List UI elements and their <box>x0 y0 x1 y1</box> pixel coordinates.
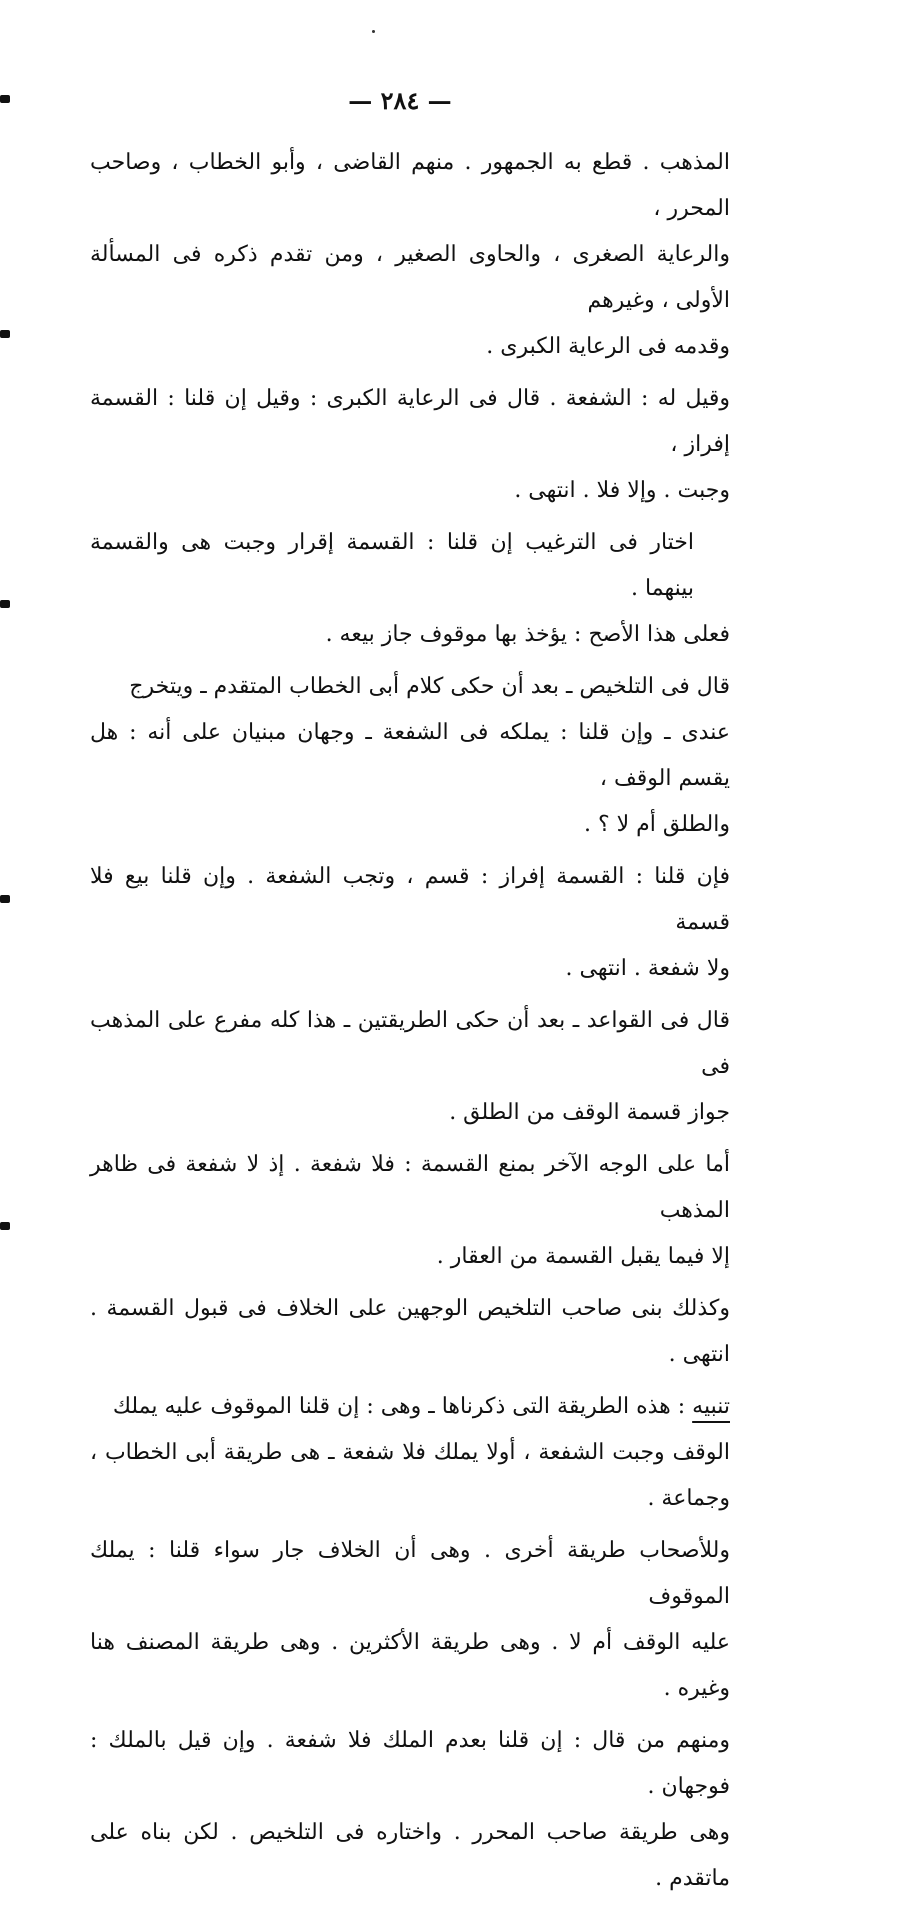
paragraph <box>90 520 730 658</box>
text-line: ولا شفعة . انتهى . <box>565 956 730 981</box>
tanbih-label: تنبيه <box>692 1394 730 1419</box>
text-line: والرعاية الصغرى ، والحاوى الصغير ، ومن تقدم ذكره فى المسألة الأولى ، وغيرهم <box>90 242 730 313</box>
paragraph <box>90 998 730 1136</box>
tanbih-text: : هذه الطريقة التى ذكرناها ـ وهى : إن قلنا الموقوف عليه يملك <box>112 1394 686 1419</box>
body-text <box>90 140 730 1908</box>
paragraph <box>90 376 730 514</box>
speck-mark <box>372 30 375 33</box>
text-line: فعلى هذا الأصح : يؤخذ بها موقوف جاز بيعه . <box>325 622 730 647</box>
text-line: وجبت . وإلا فلا . انتهى . <box>514 478 730 503</box>
paragraph <box>90 1384 730 1522</box>
text-line: عليه الوقف أم لا . وهى طريقة الأكثرين . وهى طريقة المصنف هنا وغيره . <box>90 1630 730 1701</box>
text-line: جواز قسمة الوقف من الطلق . <box>449 1100 730 1125</box>
text-line: فإن قلنا : القسمة إفراز : قسم ، وتجب الشفعة . وإن قلنا بيع فلا قسمة <box>90 864 730 935</box>
text-line: قال فى التلخيص ـ بعد أن حكى كلام أبى الخطاب المتقدم ـ ويتخرج <box>129 674 730 699</box>
paragraph <box>90 664 730 848</box>
text-line: وقدمه فى الرعاية الكبرى . <box>486 334 730 359</box>
margin-mark <box>0 600 10 608</box>
text-line: الوقف وجبت الشفعة ، أولا يملك فلا شفعة ـ هى طريقة أبى الخطاب ، وجماعة . <box>90 1440 731 1511</box>
margin-mark <box>0 95 10 103</box>
text-line: قال فى القواعد ـ بعد أن حكى الطريقتين ـ هذا كله مفرع على المذهب فى <box>90 1008 730 1079</box>
text-line: اختار فى الترغيب إن قلنا : القسمة إقرار وجبت هى والقسمة بينهما . <box>90 530 694 601</box>
text-line: وللأصحاب طريقة أخرى . وهى أن الخلاف جار سواء قلنا : يملك الموقوف <box>90 1538 730 1609</box>
paragraph <box>90 1286 730 1378</box>
text-line: إلا فيما يقبل القسمة من العقار . <box>436 1244 730 1269</box>
paragraph <box>90 140 730 370</box>
margin-mark <box>0 330 10 338</box>
paragraph <box>90 1142 730 1280</box>
text-line: والطلق أم لا ؟ . <box>583 812 730 837</box>
margin-mark <box>0 1222 10 1230</box>
paragraph <box>90 1718 730 1902</box>
text-line <box>90 1384 730 1430</box>
text-line: وهى طريقة صاحب المحرر . واختاره فى التلخيص . لكن بناه على ماتقدم . <box>90 1820 730 1891</box>
margin-mark <box>0 895 10 903</box>
paragraph <box>90 854 730 992</box>
text-line: أما على الوجه الآخر بمنع القسمة : فلا شفعة . إذ لا شفعة فى ظاهر المذهب <box>90 1152 730 1223</box>
text-line: عندى ـ وإن قلنا : يملكه فى الشفعة ـ وجهان مبنيان على أنه : هل يقسم الوقف ، <box>90 720 730 791</box>
paragraph <box>90 1528 730 1712</box>
text-line: وكذلك بنى صاحب التلخيص الوجهين على الخلاف فى قبول القسمة . انتهى . <box>90 1296 730 1367</box>
text-line: المذهب . قطع به الجمهور . منهم القاضى ، وأبو الخطاب ، وصاحب المحرر ، <box>90 150 730 221</box>
text-line: وقيل له : الشفعة . قال فى الرعاية الكبرى : وقيل إن قلنا : القسمة إفراز ، <box>90 386 730 457</box>
text-line: ومنهم من قال : إن قلنا بعدم الملك فلا شفعة . وإن قيل بالملك : فوجهان . <box>90 1728 730 1799</box>
page-number: — ٢٨٤ — <box>348 86 452 115</box>
